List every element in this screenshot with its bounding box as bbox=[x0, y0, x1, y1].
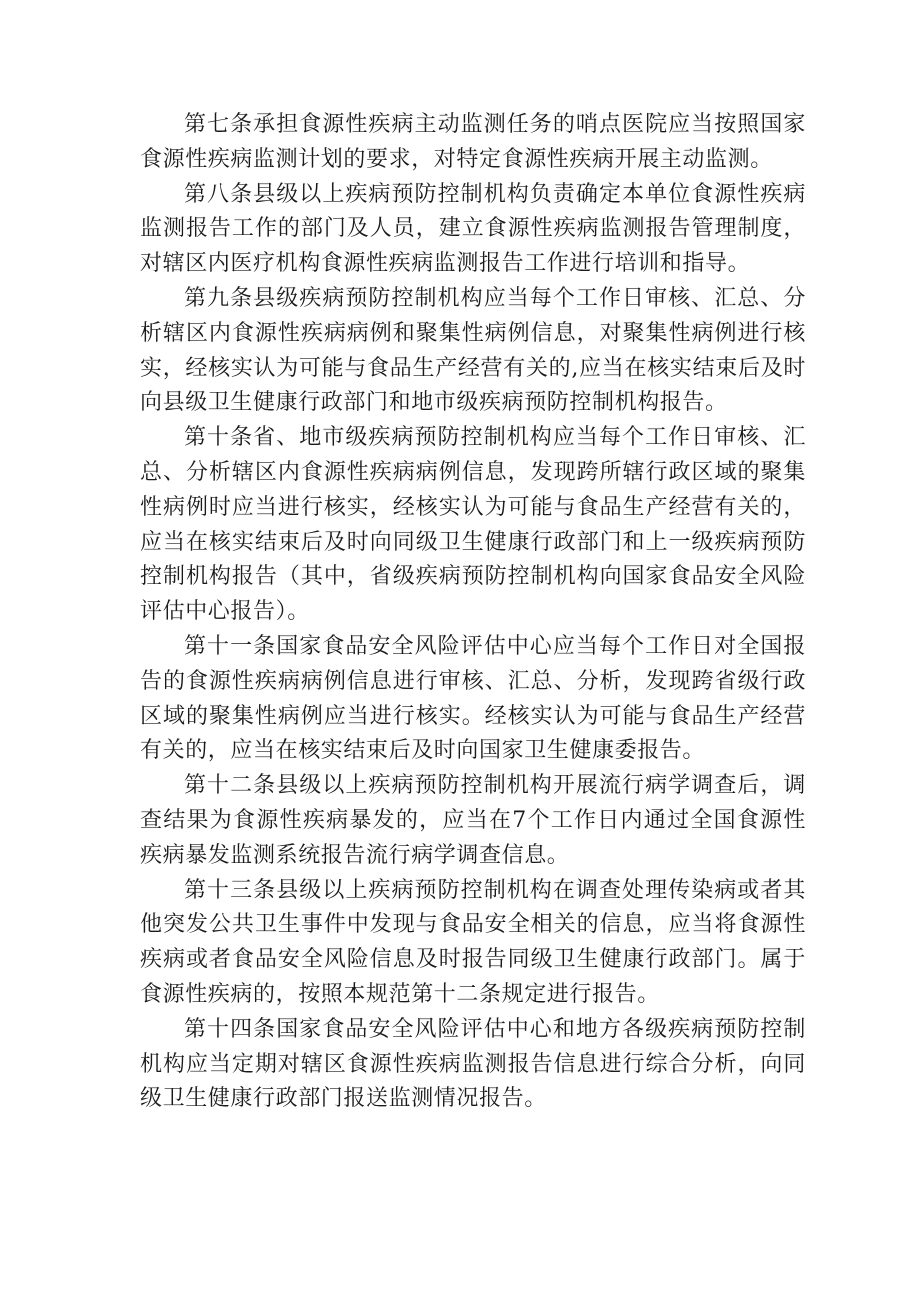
article-13-paragraph: 第十三条县级以上疾病预防控制机构在调查处理传染病或者其他突发公共卫生事件中发现与食品安全相关的信息，应当将食源性疾病或者食品安全风险信息及时报告同级卫生健康行政部门。属于食源性疾病的，按照本规范第十二条规定进行报告。 bbox=[140, 877, 806, 1007]
article-10-paragraph: 第十条省、地市级疾病预防控制机构应当每个工作日审核、汇总、分析辖区内食源性疾病病例信息，发现跨所辖行政区域的聚集性病例时应当进行核实，经核实认为可能与食品生产经营有关的，应当在核实结束后及时向同级卫生健康行政部门和上一级疾病预防控制机构报告（其中，省级疾病预防控制机构向国家食品安全风险评估中心报告）。 bbox=[140, 425, 806, 625]
article-9-paragraph: 第九条县级疾病预防控制机构应当每个工作日审核、汇总、分析辖区内食源性疾病病例和聚集性病例信息，对聚集性病例进行核实，经核实认为可能与食品生产经营有关的,应当在核实结束后及时向县级卫生健康行政部门和地市级疾病预防控制机构报告。 bbox=[140, 285, 806, 416]
article-14-paragraph: 第十四条国家食品安全风险评估中心和地方各级疾病预防控制机构应当定期对辖区食源性疾病监测报告信息进行综合分析，向同级卫生健康行政部门报送监测情况报告。 bbox=[140, 1016, 806, 1112]
article-12-paragraph: 第十二条县级以上疾病预防控制机构开展流行病学调查后，调查结果为食源性疾病暴发的，应当在7个工作日内通过全国食源性疾病暴发监测系统报告流行病学调查信息。 bbox=[140, 773, 806, 868]
article-11-paragraph: 第十一条国家食品安全风险评估中心应当每个工作日对全国报告的食源性疾病病例信息进行审核、汇总、分析，发现跨省级行政区域的聚集性病例应当进行核实。经核实认为可能与食品生产经营有关的，应当在核实结束后及时向国家卫生健康委报告。 bbox=[140, 633, 806, 764]
article-8-paragraph: 第八条县级以上疾病预防控制机构负责确定本单位食源性疾病监测报告工作的部门及人员，建立食源性疾病监测报告管理制度，对辖区内医疗机构食源性疾病监测报告工作进行培训和指导。 bbox=[140, 181, 806, 277]
document-body bbox=[140, 108, 806, 1117]
article-7-paragraph: 第七条承担食源性疾病主动监测任务的哨点医院应当按照国家食源性疾病监测计划的要求，对特定食源性疾病开展主动监测。 bbox=[140, 112, 806, 172]
